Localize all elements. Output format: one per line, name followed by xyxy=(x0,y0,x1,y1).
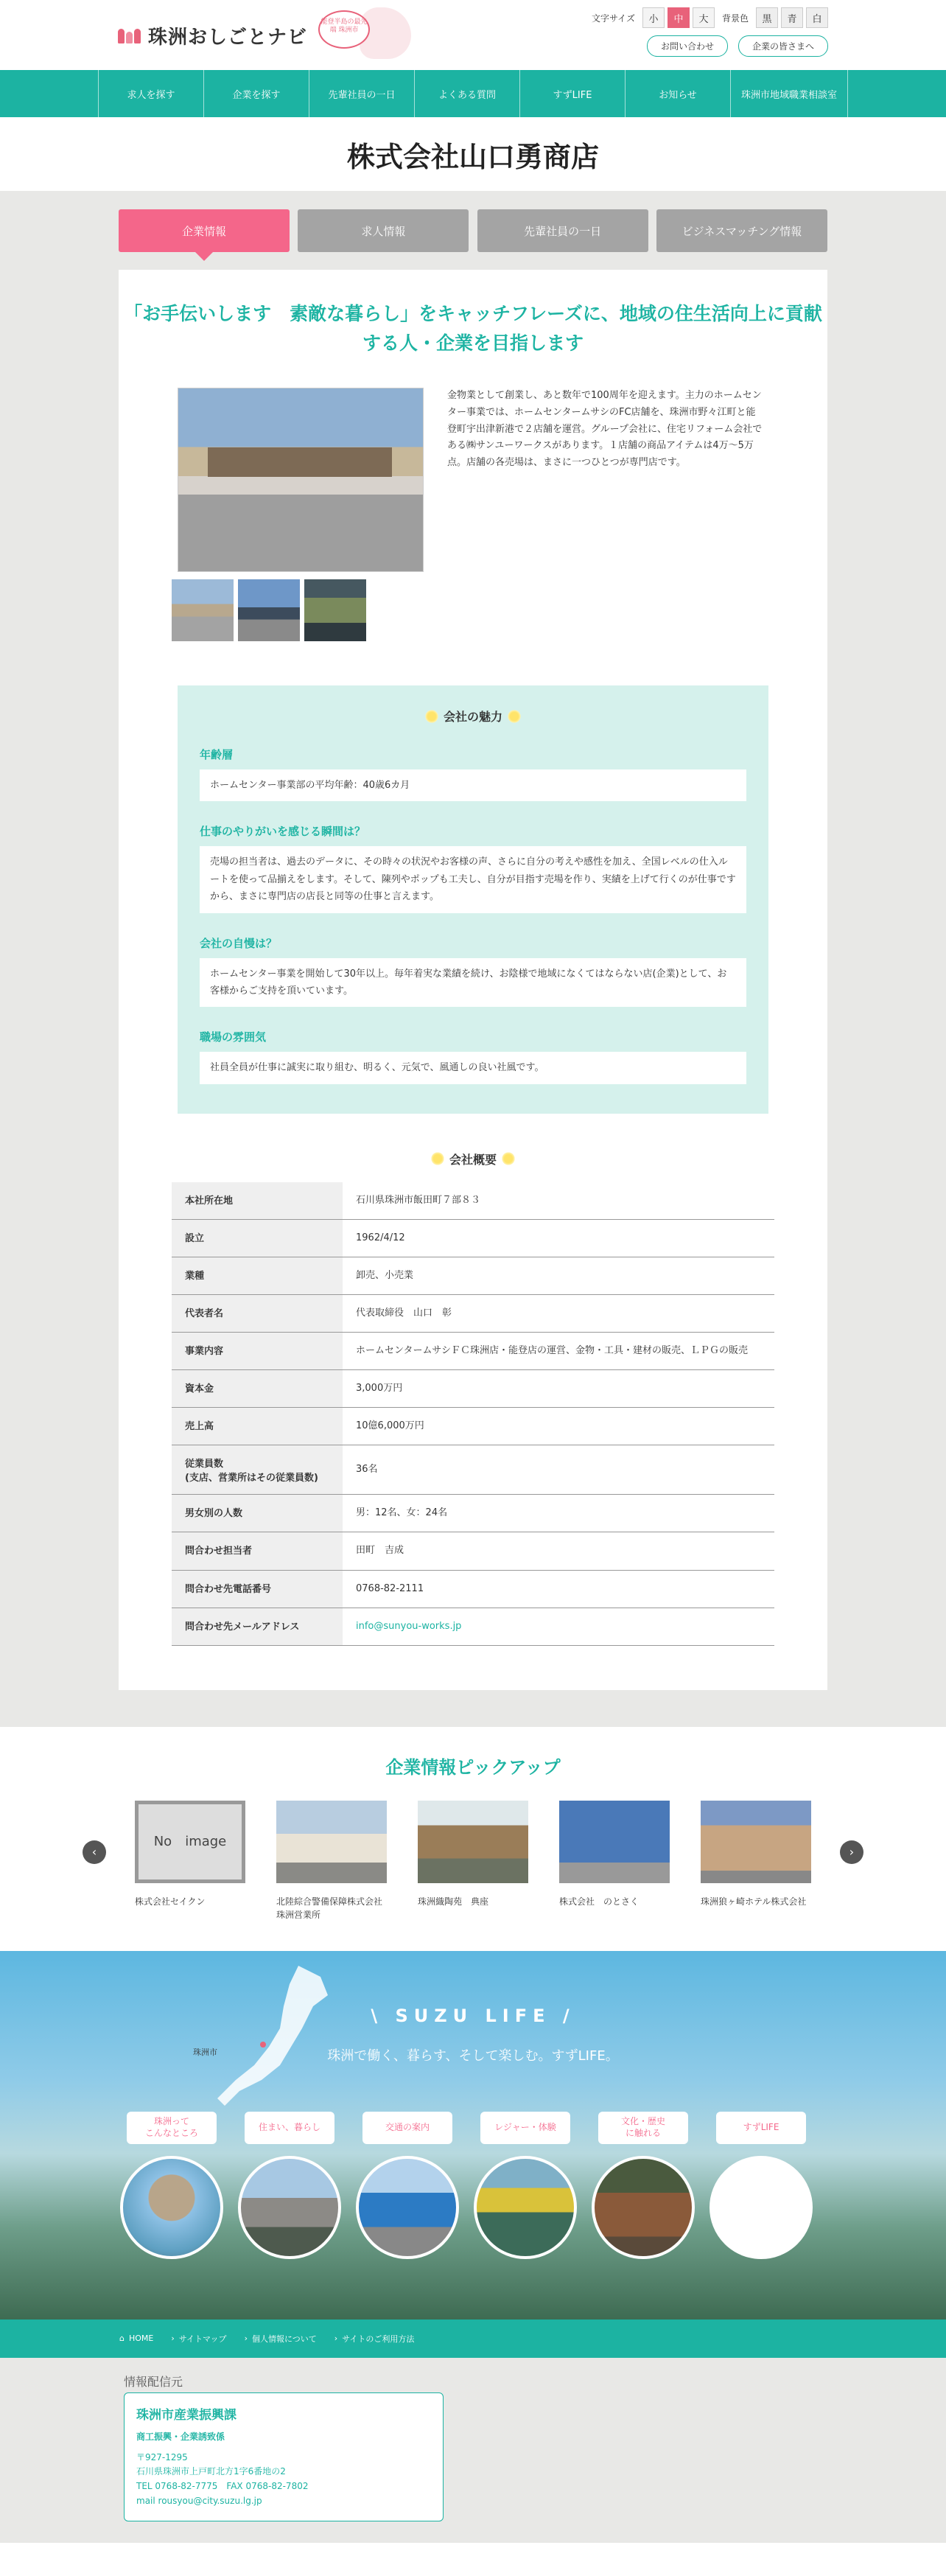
overview-heading xyxy=(172,1151,774,1167)
pickup-item[interactable] xyxy=(135,1801,245,1921)
pickup-item-name: 株式会社 のとさく xyxy=(559,1896,640,1907)
overview-key: 問合わせ先電話番号 xyxy=(172,1570,343,1608)
overview-key: 従業員数 (支店、営業所はその従業員数) xyxy=(172,1445,343,1495)
overview-value xyxy=(343,1608,774,1645)
overview-value: 36名 xyxy=(343,1445,774,1495)
card-photo xyxy=(710,2156,813,2259)
overview-value: 田町 吉成 xyxy=(343,1532,774,1570)
email-link[interactable]: info@sunyou-works.jp xyxy=(356,1620,462,1632)
no-image-placeholder: No image xyxy=(135,1801,245,1883)
bottom-nav xyxy=(0,2320,946,2358)
bottom-nav-privacy[interactable] xyxy=(245,2333,317,2345)
overview-key: 男女別の人数 xyxy=(172,1495,343,1532)
bottom-nav-usage[interactable] xyxy=(334,2333,415,2345)
overview-key: 事業内容 xyxy=(172,1333,343,1370)
company-pickup xyxy=(0,1727,946,1951)
font-size-label: 文字サイズ xyxy=(591,13,635,24)
overview-row xyxy=(172,1370,774,1408)
suzu-badge: 能登半島の最先端 珠洲市 xyxy=(318,10,370,49)
nav-suzu-life[interactable]: すずLIFE xyxy=(519,70,625,117)
suzu-card-living[interactable] xyxy=(245,2112,334,2259)
chevron-right-icon: › xyxy=(244,2334,248,2344)
publisher-zip: 〒927-1295 xyxy=(136,2451,188,2462)
charm-question: 年齢層 xyxy=(200,748,234,761)
chevron-right-icon: › xyxy=(171,2334,175,2344)
charm-question: 職場の雰囲気 xyxy=(200,1030,267,1044)
overview-key: 問合わせ先メールアドレス xyxy=(172,1608,343,1645)
overview-row xyxy=(172,1445,774,1495)
suzu-map-label: 珠洲市 xyxy=(193,2047,217,2057)
company-photo xyxy=(276,1801,387,1883)
overview-row xyxy=(172,1570,774,1608)
thumbnail[interactable] xyxy=(304,579,366,641)
mail-label: mail xyxy=(136,2496,155,2506)
overview-row xyxy=(172,1257,774,1294)
pickup-title: 企業情報ピックアップ xyxy=(385,1756,561,1778)
overview-key: 業種 xyxy=(172,1257,343,1294)
main-area xyxy=(0,191,946,1727)
font-size-large[interactable]: 大 xyxy=(693,7,715,28)
suzu-card-suzulife[interactable] xyxy=(716,2112,806,2259)
chevron-right-icon: › xyxy=(334,2334,338,2344)
company-overview xyxy=(172,1151,774,1646)
thumbnail[interactable] xyxy=(172,579,234,641)
chevron-right-icon[interactable]: › xyxy=(840,1840,863,1864)
home-icon: ⌂ xyxy=(119,2334,125,2344)
for-companies-button[interactable]: 企業の皆さまへ xyxy=(738,35,828,57)
suzu-card-transport[interactable] xyxy=(362,2112,452,2259)
bottom-nav-label: 個人情報について xyxy=(251,2334,317,2344)
sun-icon xyxy=(501,1151,516,1166)
font-size-medium[interactable]: 中 xyxy=(668,7,690,28)
tab-senior-day[interactable]: 先輩社員の一日 xyxy=(477,209,648,252)
bottom-nav-home[interactable] xyxy=(119,2334,153,2343)
card-photo xyxy=(474,2156,577,2259)
header-controls xyxy=(587,7,828,57)
pickup-item-name: 珠洲織陶苑 典座 xyxy=(418,1896,489,1907)
pickup-item[interactable] xyxy=(418,1801,528,1921)
overview-row xyxy=(172,1295,774,1333)
company-photo xyxy=(559,1801,670,1883)
card-label: 住まい、暮らし xyxy=(245,2112,334,2144)
pickup-item[interactable] xyxy=(559,1801,670,1921)
publisher-box xyxy=(124,2392,444,2521)
overview-value: 10億6,000万円 xyxy=(343,1408,774,1445)
publisher-tel: TEL 0768-82-7775 FAX 0768-82-7802 xyxy=(136,2481,309,2492)
photo-thumbnails xyxy=(172,579,424,641)
overview-value: 3,000万円 xyxy=(343,1370,774,1408)
overview-key: 売上高 xyxy=(172,1408,343,1445)
bg-black[interactable]: 黒 xyxy=(756,7,778,28)
bottom-nav-label: HOME xyxy=(128,2334,154,2344)
suzu-life-subtitle: 珠洲で働く、暮らす、そして楽しむ。すずLIFE。 xyxy=(327,2048,619,2064)
overview-value: 男：12名、女：24名 xyxy=(343,1495,774,1532)
suzu-card-culture[interactable] xyxy=(598,2112,688,2259)
japan-map-icon xyxy=(210,1962,339,2117)
overview-row xyxy=(172,1333,774,1370)
suzu-card-leisure[interactable] xyxy=(480,2112,570,2259)
overview-value: 0768-82-2111 xyxy=(343,1570,774,1608)
tab-job-info[interactable]: 求人情報 xyxy=(298,209,469,252)
overview-row xyxy=(172,1408,774,1445)
company-card xyxy=(119,270,827,1690)
suzu-card-about[interactable] xyxy=(127,2112,217,2259)
card-photo xyxy=(592,2156,695,2259)
nav-find-jobs[interactable]: 求人を探す xyxy=(98,70,203,117)
overview-key: 設立 xyxy=(172,1219,343,1257)
pickup-item-name: 珠洲狼ヶ崎ホテル株式会社 xyxy=(701,1896,807,1907)
sun-icon xyxy=(507,709,522,724)
nav-senior-day[interactable]: 先輩社員の一日 xyxy=(309,70,414,117)
publisher-dept: 商工振興・企業誘致係 xyxy=(136,2431,225,2442)
charm-question: 会社の自慢は？ xyxy=(200,936,278,950)
overview-value: ホームセンタームサシＦＣ珠洲店・能登店の運営、金物・工具・建材の販売、ＬＰＧの販売 xyxy=(343,1333,774,1370)
intro-text: 金物業として創業し、あと数年で100周年を迎えます。主力のホームセンター事業では、ホームセンタームサシのFC店舗を、珠洲市野々江町と能登町宇出津新港で２店舗を運営。グループ会社に、住宅リフォーム会社である㈱サンユーワークスがあります。１店舗の商品アイテムは4万～5万点。店舗の各売場は、まさに一つひとつが専門店です。 xyxy=(447,390,763,468)
overview-row xyxy=(172,1608,774,1645)
suzu-life-cards xyxy=(127,2112,806,2259)
overview-key: 代表者名 xyxy=(172,1295,343,1333)
site-footer xyxy=(0,2358,946,2543)
company-tabs xyxy=(119,209,827,252)
suzu-life-banner xyxy=(0,1951,946,2320)
charm-title: 会社の魅力 xyxy=(443,710,502,724)
card-photo xyxy=(238,2156,341,2259)
card-photo xyxy=(120,2156,223,2259)
publisher-address: 石川県珠洲市上戸町北方1字6番地の2 xyxy=(136,2466,286,2477)
overview-row xyxy=(172,1495,774,1532)
bg-white[interactable]: 白 xyxy=(806,7,828,28)
bottom-nav-label: サイトのご利用方法 xyxy=(342,2334,415,2344)
nav-find-companies[interactable]: 企業を探す xyxy=(203,70,309,117)
overview-row xyxy=(172,1219,774,1257)
pickup-item-name: 株式会社セイクン xyxy=(135,1896,206,1907)
tab-business-matching[interactable]: ビジネスマッチング情報 xyxy=(656,209,827,252)
company-charm xyxy=(178,685,768,1114)
chevron-left-icon[interactable]: ‹ xyxy=(83,1840,106,1864)
pickup-item[interactable] xyxy=(276,1801,392,1921)
charm-heading xyxy=(200,708,746,725)
bg-color-label: 背景色 xyxy=(721,13,749,24)
catchphrase: 「お手伝いします 素敵な暮らし」をキャッチフレーズに、地域の住生活向上に貢献する人・企業を目指します xyxy=(124,303,822,354)
charm-answer: ホームセンター事業を開始して30年以上。毎年着実な業績を続け、お陰様で地域になくてはならない店(企業)として、お客様からご支持を頂いています。 xyxy=(200,958,746,1008)
overview-table xyxy=(172,1182,774,1646)
charm-question: 仕事のやりがいを感じる瞬間は？ xyxy=(200,825,366,839)
tab-company-info[interactable]: 企業情報 xyxy=(119,209,290,252)
card-photo xyxy=(356,2156,459,2259)
charm-answer: 社員全員が仕事に誠実に取り組む、明るく、元気で、風通しの良い社風です。 xyxy=(200,1052,746,1083)
nav-consult-room[interactable]: 珠洲市地域職業相談室 xyxy=(730,70,848,117)
overview-row xyxy=(172,1182,774,1220)
bottom-nav-sitemap[interactable] xyxy=(171,2333,226,2345)
card-label: すずLIFE xyxy=(716,2112,806,2144)
charm-answer: 売場の担当者は、過去のデータに、その時々の状況やお客様の声、さらに自分の考えや感性を加え、全国レベルの仕入ルートを使って品揃えをします。そして、陳列やポップも工夫し、自分が目指す売場を作り、実績を上げて行くのが仕事ですから、まさに専門店の店長と同等の仕事と言えます。 xyxy=(200,846,746,912)
intro-section xyxy=(178,388,768,641)
suzu-life-title: \ SUZU LIFE / xyxy=(371,2005,575,2026)
company-photo xyxy=(701,1801,811,1883)
charm-answer: ホームセンター事業部の平均年齢：40歳6カ月 xyxy=(200,769,746,801)
card-label: レジャー・体験 xyxy=(480,2112,570,2144)
publisher-org: 珠洲市産業振興課 xyxy=(136,2407,236,2423)
contact-button[interactable]: お問い合わせ xyxy=(647,35,728,57)
pickup-item[interactable] xyxy=(701,1801,811,1921)
site-name: 珠洲おしごとナビ xyxy=(148,27,308,49)
global-nav xyxy=(0,70,946,117)
overview-key: 資本金 xyxy=(172,1370,343,1408)
sun-icon xyxy=(424,709,439,724)
card-label: 珠洲って こんなところ xyxy=(127,2112,217,2144)
footer-heading: 情報配信元 xyxy=(124,2374,183,2389)
overview-value: 1962/4/12 xyxy=(343,1219,774,1257)
overview-key: 問合わせ担当者 xyxy=(172,1532,343,1570)
site-logo[interactable] xyxy=(118,22,307,49)
page-title: 株式会社山口勇商店 xyxy=(346,140,599,173)
site-header xyxy=(0,0,946,70)
thumbnail[interactable] xyxy=(238,579,300,641)
nav-faq[interactable]: よくある質問 xyxy=(414,70,519,117)
sun-icon xyxy=(430,1151,445,1166)
main-photo xyxy=(178,388,424,572)
overview-value: 卸売、小売業 xyxy=(343,1257,774,1294)
bg-blue[interactable]: 青 xyxy=(781,7,803,28)
overview-row xyxy=(172,1532,774,1570)
pickup-item-name: 北陸綜合警備保障株式会社 珠洲営業所 xyxy=(276,1896,392,1920)
company-photo xyxy=(418,1801,528,1883)
nav-news[interactable]: お知らせ xyxy=(625,70,730,117)
overview-title: 会社概要 xyxy=(449,1152,497,1167)
bottom-nav-label: サイトマップ xyxy=(178,2334,227,2344)
font-size-small[interactable]: 小 xyxy=(642,7,665,28)
card-label: 交通の案内 xyxy=(362,2112,452,2144)
people-icon xyxy=(118,29,141,43)
publisher-email-link[interactable]: rousyou@city.suzu.lg.jp xyxy=(158,2496,262,2506)
overview-value: 石川県珠洲市飯田町７部８３ xyxy=(343,1182,774,1220)
overview-key: 本社所在地 xyxy=(172,1182,343,1220)
overview-value: 代表取締役 山口 彰 xyxy=(343,1295,774,1333)
card-label: 文化・歴史 に触れる xyxy=(598,2112,688,2144)
